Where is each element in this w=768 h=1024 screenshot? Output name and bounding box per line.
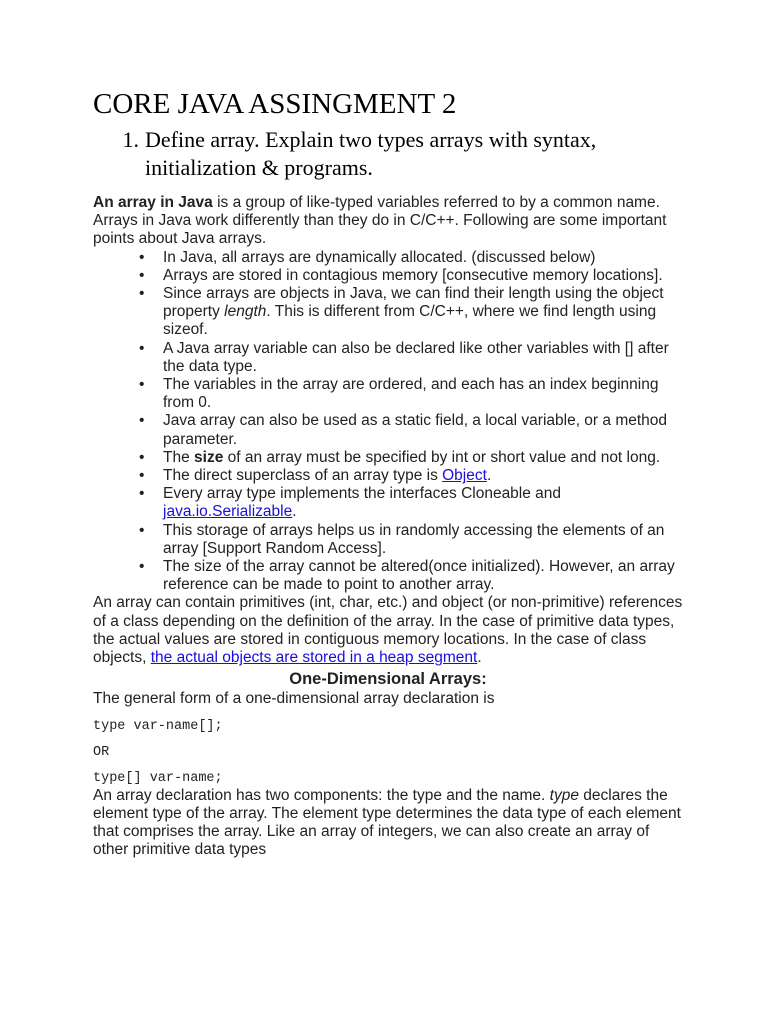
list-item xyxy=(93,522,683,558)
list-item-text: In Java, all arrays are dynamically allocated. (discussed below) xyxy=(163,248,596,266)
list-item-text: Since arrays are objects in Java, we can find their length using the object property xyxy=(163,285,664,321)
list-item xyxy=(93,467,683,485)
question-number: 1. xyxy=(122,127,139,152)
list-item-emphasis: length xyxy=(224,303,267,321)
code-line-1: type var-name[]; xyxy=(93,718,223,734)
document-title: CORE JAVA ASSINGMENT 2 xyxy=(93,88,457,120)
paragraph-emphasis: type xyxy=(549,786,579,804)
object-link[interactable]: Object xyxy=(442,467,487,485)
intro-bold: An array in Java xyxy=(93,194,213,211)
code-or: OR xyxy=(93,744,110,760)
code-line-2: type[] var-name; xyxy=(93,770,223,786)
storage-paragraph xyxy=(93,594,683,667)
paragraph-text: . xyxy=(477,649,482,667)
list-item-text: A Java array variable can also be declared like other variables with [] after the data type. xyxy=(163,339,669,375)
heap-segment-link[interactable]: the actual objects are stored in a heap segment xyxy=(150,649,478,667)
list-item-text: of an array must be specified by int or short value and not long. xyxy=(223,448,661,466)
question-text: Define array. Explain two types arrays with syntax, initialization & programs. xyxy=(145,127,597,180)
list-item xyxy=(93,412,683,448)
list-item xyxy=(93,267,683,285)
list-item-text: Every array type implements the interfaces Cloneable and xyxy=(163,485,562,503)
answer-body xyxy=(93,194,683,860)
list-item-bold: size xyxy=(194,448,224,466)
intro-paragraph xyxy=(93,194,683,249)
list-item-text: . xyxy=(292,503,297,521)
paragraph-text: declares the element type of the array. The element type determines the data type of each element that comprises the array. Like an array of integers, we can also create an array of other primitive data types xyxy=(93,786,681,859)
list-item xyxy=(93,376,683,412)
list-item-text: Java array can also be used as a static field, a local variable, or a method parameter. xyxy=(163,412,668,448)
list-item-text: The size of the array cannot be altered(once initialized). However, an array reference can be made to point to another array. xyxy=(163,558,675,594)
list-item-text: The variables in the array are ordered, and each has an index beginning from 0. xyxy=(163,376,659,412)
declaration-paragraph xyxy=(93,787,683,860)
question-item xyxy=(93,126,683,182)
list-item-text: Arrays are stored in contagious memory [consecutive memory locations]. xyxy=(163,266,663,284)
paragraph-text: An array can contain primitives (int, char, etc.) and object (or non-primitive) references of a class depending on the definition of the array. In the case of primitive data types, the actual values are stored in contiguous memory locations. In the case of class objects, xyxy=(93,594,683,667)
list-item xyxy=(93,558,683,594)
serializable-link[interactable]: java.io.Serializable xyxy=(163,503,293,521)
list-item xyxy=(93,285,683,340)
general-form-text: The general form of a one-dimensional array declaration is xyxy=(93,690,495,708)
document-page xyxy=(93,86,683,860)
list-item xyxy=(93,449,683,467)
intro-text: is a group of like-typed variables referred to by a common name. Arrays in Java work differently than they do in C/C++. Following are some important points about Java arrays. xyxy=(93,194,667,248)
array-facts-list xyxy=(93,249,683,595)
list-item-text: . xyxy=(486,467,492,485)
list-item-text: The direct superclass of an array type is xyxy=(163,467,443,485)
section-heading: One-Dimensional Arrays: xyxy=(289,670,487,689)
list-item xyxy=(93,485,683,521)
paragraph-text: An array declaration has two components: the type and the name. xyxy=(93,786,550,804)
list-item xyxy=(93,249,683,267)
list-item xyxy=(93,340,683,376)
list-item-text: This storage of arrays helps us in randomly accessing the elements of an array [Support Random Access]. xyxy=(163,521,665,557)
list-item-text: The xyxy=(163,448,195,466)
list-item-text: . This is different from C/C++, where we find length using sizeof. xyxy=(163,303,657,339)
